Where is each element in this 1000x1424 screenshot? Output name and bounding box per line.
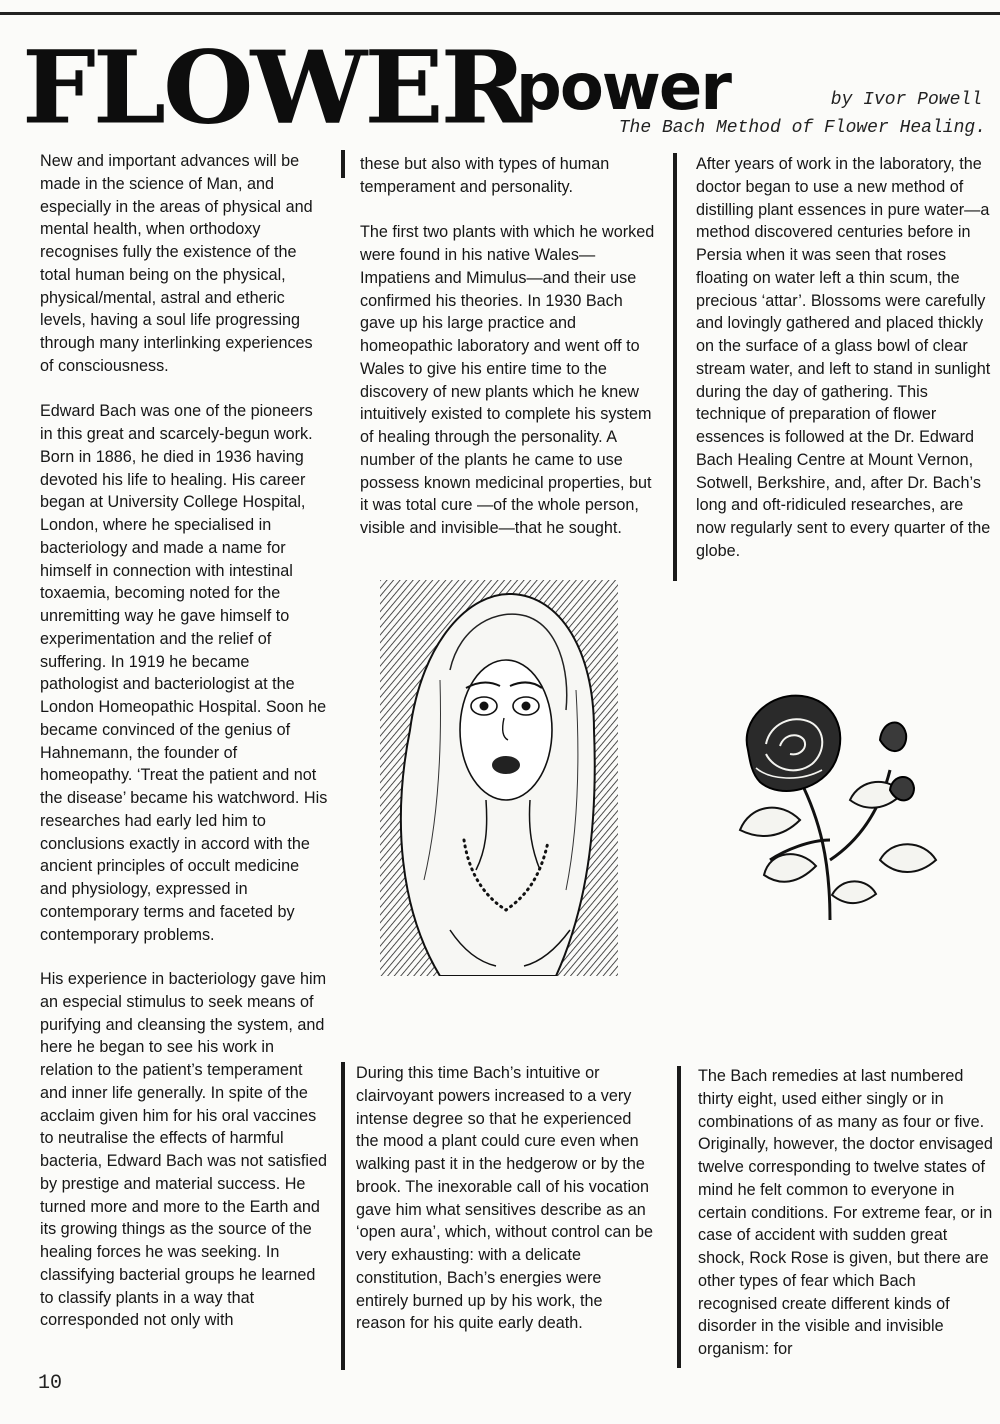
rose-illustration: [730, 690, 940, 925]
paragraph-remedies: The Bach remedies at last numbered thirty eight, used either singly or in combinations of as many as four or five. Originally, however, the doctor envisaged twelve corresponding to twelve states of mind he felt common to everyone in certain conditions. For extreme fear, or in case of accident with sudden great shock, Rock Rose is given, but there are other types of fear which Bach recognised create different kinds of disorder in the visible and invisible organism: for: [698, 1067, 993, 1358]
paragraph-clairvoyance: During this time Bach’s intuitive or clairvoyant powers increased to a very intense degree so that he experienced the mood a plant could cure even when walking past it in the hedgerow or by the brook. The inexorable call of his vocation gave him what sensitives describe as an ‘open aura’, which, without control can be very exhausting: with a delicate constitution, Bach’s energies were entirely burned up by his work, the reason for his quite early death.: [356, 1064, 653, 1333]
paragraph-temperament: these but also with types of human temperament and personality.: [360, 155, 610, 196]
column-divider-2-top: [673, 153, 677, 581]
paragraph-bacteriology: His experience in bacteriology gave him an especial stimulus to seek means of purifying and cleansing the system, and here he began to see his work in relation to the patient’s temperament and inner life generally. In spite of the acclaim given him for his oral vaccines to neutralise the effects of harmful bacteria, Edward Bach was not satisfied by prestige and material success. He turned more and more to the Earth and its growing things as the source of the healing forces he was seeking. In classifying bacterial groups he learned to classify plants in a way that corresponded not only with: [40, 970, 328, 1330]
column-1-top: [40, 150, 328, 946]
paragraph-first-plants: The first two plants with which he worked were found in his native Wales—Impatiens and Mimulus—and their use confirmed his theories. In 1930 Bach gave up his large practice and homeopathic laboratory and went off to Wales to give his entire time to the discovery of new plants which he knew intuitively existed to complete his system of healing through the personality. A number of the plants he came to use possess known medicinal properties, but it was total cure —of the whole person, visible and invisible—that he sought.: [360, 223, 655, 537]
column-3-top: [696, 153, 992, 563]
top-rule: [0, 12, 1000, 15]
page-number: 10: [38, 1372, 63, 1395]
title-power: power: [516, 51, 730, 125]
subtitle: The Bach Method of Flower Healing.: [618, 118, 986, 138]
column-3-bottom: [698, 1065, 994, 1361]
column-divider-2-bottom: [677, 1066, 681, 1368]
column-2-top: [360, 153, 660, 540]
column-2-bottom: [356, 1062, 656, 1335]
column-1-bottom: [40, 968, 328, 1332]
title-flower: FLOWER: [22, 28, 525, 147]
paragraph-distilling-method: After years of work in the laboratory, the doctor began to use a new method of distilling plant essences in pure water—a method discovered centuries before in Persia when it was seen that roses floating on water left a thin scum, the precious ‘attar’. Blossoms were carefully and lovingly gathered and placed thickly on the surface of a glass bowl of clear stream water, and left to stand in sunlight during the day of gathering. This technique of preparation of flower essences is followed at the Dr. Edward Bach Healing Centre at Mount Vernon, Sotwell, Berkshire, and, after Dr. Bach’s long and oft-ridiculed researches, are now regularly sent to every quarter of the globe.: [696, 155, 991, 560]
byline: by Ivor Powell: [830, 90, 982, 110]
column-divider-1-bottom: [341, 1062, 345, 1370]
paragraph-intro: New and important advances will be made in the science of Man, and especially in the areas of physical and mental health, when orthodoxy recognises fully the existence of the total human being on the physical, physical/mental, astral and etheric levels, having a soul life progressing through many interlinking experiences of consciousness.: [40, 152, 313, 375]
column-divider-1-top: [341, 150, 345, 178]
woman-illustration: [380, 580, 618, 976]
paragraph-bach-biography: Edward Bach was one of the pioneers in this great and scarcely-begun work. Born in 1886, he died in 1936 having devoted his life to healing. His career began at University College Hospital, London, where he specialised in bacteriology and made a name for himself in connection with intestinal toxaemia, becoming noted for the unremitting way he gave himself to experimentation and the relief of suffering. In 1919 he became pathologist and bacteriologist at the London Homeopathic Hospital. Soon he became convinced of the genius of Hahnemann, the founder of homeopathy. ‘Treat the patient and not the disease’ became his watchword. His researches had early led him to conclusions exactly in accord with the ancient principles of occult medicine and physiology, expressed in contemporary terms and faceted by contemporary problems.: [40, 402, 328, 944]
rose-bloom: [747, 696, 841, 791]
